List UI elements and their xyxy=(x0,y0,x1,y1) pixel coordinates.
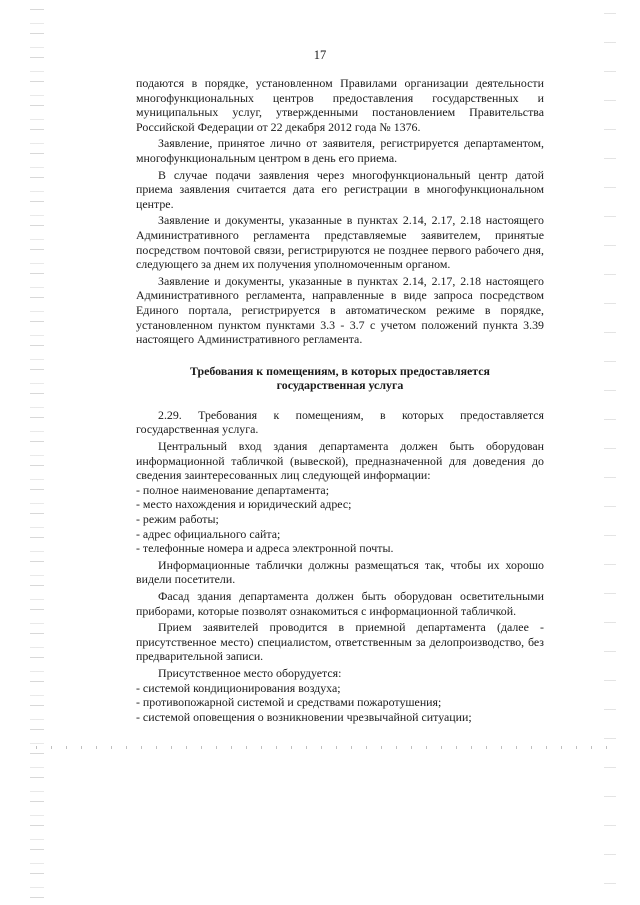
list-item: - системой оповещения о возникновении чрезвычайной ситуации; xyxy=(136,709,472,724)
paragraph: Присутственное место оборудуется: xyxy=(158,665,342,680)
paragraph: Заявление и документы, указанные в пунктах 2.14, 2.17, 2.18 настоящего Административного регламента, направленные в виде запроса посредством Единого портала, регистрируется в автоматическом режиме в порядке, установленном пунктом пунктами 3.3 - 3.7 с учетом положений пункта 3.39 настоящего Административного регламента. xyxy=(136,273,544,347)
list-item: - телефонные номера и адреса электронной почты. xyxy=(136,541,394,556)
list-item: - режим работы; xyxy=(136,512,219,527)
section-heading-line: государственная услуга xyxy=(276,378,404,393)
list-item: - противопожарной системой и средствами пожаротушения; xyxy=(136,695,442,710)
scan-bottom-edge xyxy=(30,746,616,749)
section-heading xyxy=(136,364,544,393)
list-item: - место нахождения и юридический адрес; xyxy=(136,497,352,512)
paragraph: В случае подачи заявления через многофункциональный центр датой приема заявления считается дата его регистрации в многофункциональном центре. xyxy=(136,167,544,211)
list-item: - полное наименование департамента; xyxy=(136,482,330,497)
paragraph: Прием заявителей проводится в приемной департамента (далее - присутственное место) специалистом, ответственным за делопроизводство, без предварительной записи. xyxy=(136,620,544,664)
list-item: - адрес официального сайта; xyxy=(136,526,281,541)
paragraph-2-29-line: 2.29. Требования к помещениям, в которых предоставляется xyxy=(158,407,544,422)
paragraph: Фасад здания департамента должен быть оборудован осветительными приборами, которые позволят ознакомиться с информационной табличкой. xyxy=(136,589,544,618)
document-body xyxy=(136,76,544,724)
paragraph: Центральный вход здания департамента должен быть оборудован информационной табличкой (вывеской), предназначенной для доведения до сведения заинтересованных лиц следующей информации: xyxy=(136,439,544,483)
scan-edge-left xyxy=(30,0,44,905)
scan-edge-right xyxy=(604,0,616,905)
paragraph: Информационные таблички должны размещаться так, чтобы их хорошо видели посетители. xyxy=(136,557,544,587)
page-number: 17 xyxy=(313,48,327,62)
list-item: - системой кондиционирования воздуха; xyxy=(136,680,341,695)
section-heading-line: Требования к помещениям, в которых предоставляется xyxy=(190,363,490,378)
paragraph: подаются в порядке, установленном Правилами организации деятельности многофункциональных центров предоставления государственных и муниципальных услуг, утвержденными постановлением Правительства Российской Федерации от 22 декабря 2012 года № 1376. xyxy=(136,76,544,134)
paragraph-2-29-line: государственная услуга. xyxy=(136,422,259,437)
paragraph: Заявление, принятое лично от заявителя, регистрируется департаментом, многофункциональным центром в день его приема. xyxy=(136,136,544,165)
paragraph: Заявление и документы, указанные в пунктах 2.14, 2.17, 2.18 настоящего Административного регламента представляемые заявителем, принятые посредством почтовой связи, регистрируются не позднее первого рабочего дня, следующего за днем их получения уполномоченным органом. xyxy=(136,213,544,272)
